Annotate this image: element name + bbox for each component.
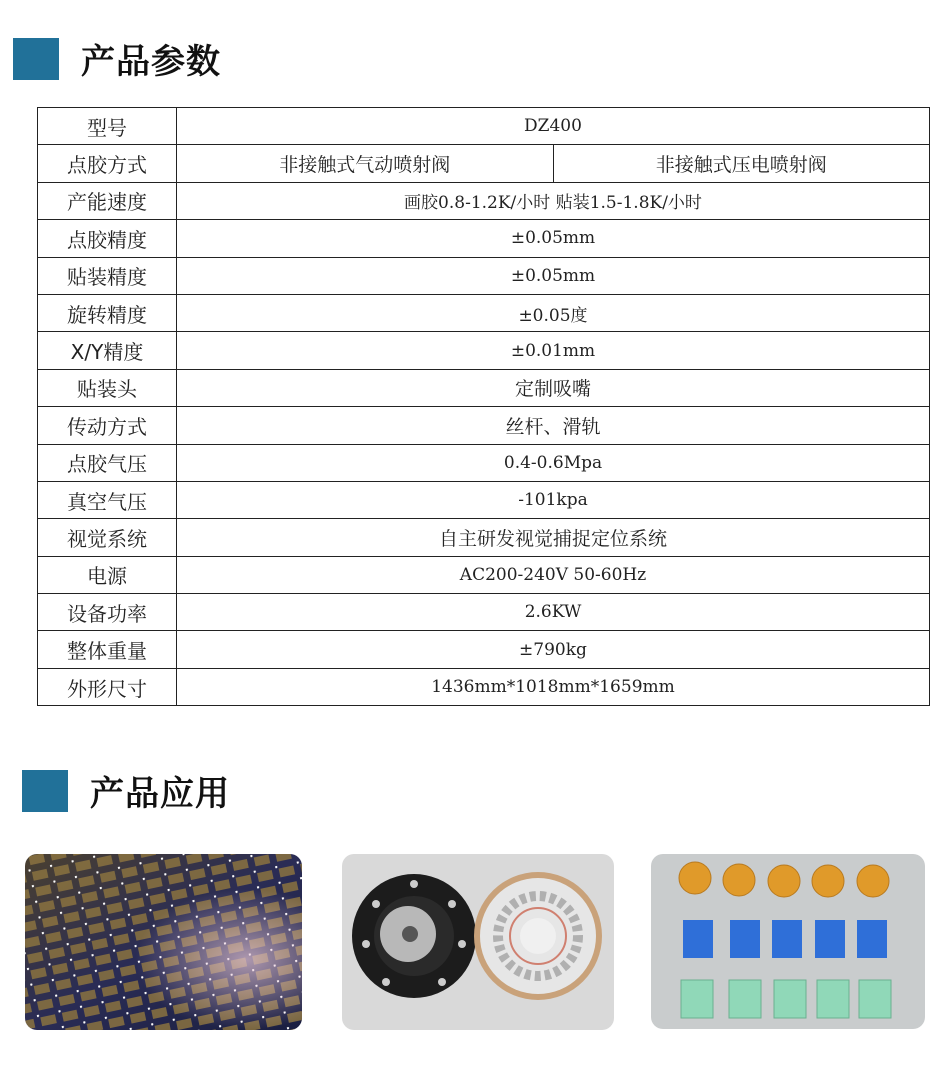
row-label: 传动方式: [38, 407, 177, 444]
table-row: [38, 332, 930, 369]
row-value: 非接触式气动喷射阀: [177, 145, 554, 182]
application-image-wafer: [25, 854, 302, 1030]
section-header-applications: [22, 766, 230, 815]
application-image-speaker: [342, 854, 614, 1030]
section-header-params: [13, 34, 221, 83]
row-value: ±0.05度: [177, 294, 930, 331]
row-value: ±0.05mm: [177, 220, 930, 257]
section-marker: [13, 38, 59, 80]
row-label: 型号: [38, 108, 177, 145]
table-row: [38, 594, 930, 631]
table-row: [38, 145, 930, 182]
table-row: [38, 220, 930, 257]
row-label: 电源: [38, 556, 177, 593]
table-row: [38, 108, 930, 145]
table-row: [38, 407, 930, 444]
row-label: 点胶气压: [38, 444, 177, 481]
row-value: 定制吸嘴: [177, 369, 930, 406]
row-label: 贴装精度: [38, 257, 177, 294]
table-row: [38, 556, 930, 593]
row-label: 点胶精度: [38, 220, 177, 257]
table-row: [38, 444, 930, 481]
table-row: [38, 668, 930, 705]
row-label: 外形尺寸: [38, 668, 177, 705]
row-label: 整体重量: [38, 631, 177, 668]
row-value: 画胶0.8-1.2K/小时 贴装1.5-1.8K/小时: [177, 182, 930, 219]
section-title-applications: 产品应用: [90, 774, 230, 814]
row-value: 0.4-0.6Mpa: [177, 444, 930, 481]
row-label: 产能速度: [38, 182, 177, 219]
row-value: DZ400: [177, 108, 930, 145]
row-value: 2.6KW: [177, 594, 930, 631]
section-title-params: 产品参数: [81, 42, 221, 82]
application-image-optical-filters: [651, 854, 925, 1029]
table-row: [38, 257, 930, 294]
row-value: 丝杆、滑轨: [177, 407, 930, 444]
row-value: 1436mm*1018mm*1659mm: [177, 668, 930, 705]
row-value: ±0.05mm: [177, 257, 930, 294]
row-value: AC200-240V 50-60Hz: [177, 556, 930, 593]
section-marker: [22, 770, 68, 812]
row-label: 旋转精度: [38, 294, 177, 331]
parameter-table: [37, 107, 930, 706]
table-row: [38, 369, 930, 406]
row-label: 贴装头: [38, 369, 177, 406]
row-value: 自主研发视觉捕捉定位系统: [177, 519, 930, 556]
table-row: [38, 182, 930, 219]
row-label: 设备功率: [38, 594, 177, 631]
row-value: -101kpa: [177, 481, 930, 518]
table-row: [38, 631, 930, 668]
row-label: 视觉系统: [38, 519, 177, 556]
table-row: [38, 519, 930, 556]
table-row: [38, 294, 930, 331]
row-value: ±0.01mm: [177, 332, 930, 369]
row-label: 点胶方式: [38, 145, 177, 182]
table-row: [38, 481, 930, 518]
row-value: 非接触式压电喷射阀: [553, 145, 930, 182]
row-value: ±790kg: [177, 631, 930, 668]
row-label: X/Y精度: [38, 332, 177, 369]
row-label: 真空气压: [38, 481, 177, 518]
